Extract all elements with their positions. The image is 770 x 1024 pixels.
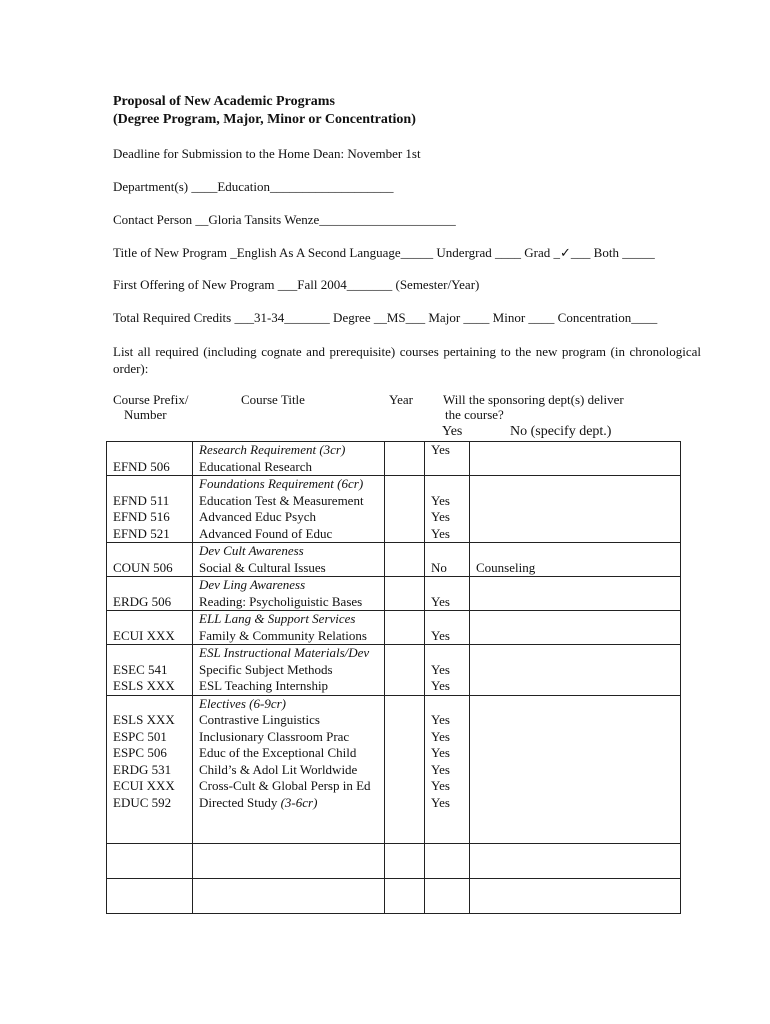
program-title-text: Title of New Program _English As A Second Language_____ Undergrad ____ Grad _ (113, 245, 561, 260)
blank-row (107, 843, 681, 878)
table-row (107, 577, 681, 611)
year-cell (385, 611, 425, 645)
year-cell (385, 645, 425, 696)
course-title: Child’s & Adol Lit Worldwide (199, 761, 358, 777)
prefix-cell (107, 442, 193, 476)
year-cell (385, 543, 425, 577)
course-title: ESL Teaching Internship (199, 678, 329, 693)
list-instruction: List all required (including cognate and prerequisite) courses pertaining to the new program (in chronological order): (113, 344, 701, 376)
course-title: Educ of the Exceptional Child (199, 745, 357, 760)
course-title: Inclusionary Classroom Prac (199, 728, 350, 744)
yes-cell: Yes (425, 442, 470, 476)
department-line: Department(s) ____Education___________________ (113, 179, 394, 194)
section-heading: Dev Ling Awareness (199, 577, 306, 592)
course-prefix: EDUC 592 (113, 794, 172, 810)
header-yes: Yes (442, 424, 463, 439)
course-prefix: ESLS XXX (113, 712, 175, 727)
year-cell (385, 695, 425, 843)
contact-line: Contact Person __Gloria Tansits Wenze_____________________ (113, 212, 456, 227)
header-prefix: Course Prefix/ (113, 392, 189, 407)
yes-cell: Yes (425, 577, 470, 611)
title-cell (193, 577, 385, 611)
table-row (107, 442, 681, 476)
prefix-cell (107, 577, 193, 611)
table-row (107, 476, 681, 543)
course-prefix: ECUI XXX (113, 778, 175, 793)
no-cell (470, 442, 681, 476)
prefix-cell (107, 695, 193, 843)
yes-cell: Yes (425, 611, 470, 645)
course-title: Social & Cultural Issues (199, 559, 326, 575)
course-prefix: EFND 521 (113, 525, 170, 541)
course-prefix: COUN 506 (113, 559, 173, 575)
no-cell (470, 476, 681, 543)
header-number: Number (124, 407, 167, 422)
course-title: Contrastive Linguistics (199, 712, 320, 727)
title-cell (193, 476, 385, 543)
course-title: Advanced Educ Psych (199, 509, 316, 524)
header-year: Year (389, 392, 413, 407)
table-row (107, 611, 681, 645)
course-prefix: ECUI XXX (113, 627, 175, 643)
yes-cell: No (425, 543, 470, 577)
section-heading: ESL Instructional Materials/Dev (199, 645, 370, 660)
first-offering-line: First Offering of New Program ___Fall 2004_______ (Semester/Year) (113, 277, 480, 292)
course-title: Reading: Psycholiguistic Bases (199, 593, 363, 609)
checkmark-icon: ✓ (560, 246, 571, 261)
header-deliver: Will the sponsoring dept(s) deliver (443, 392, 624, 407)
prefix-cell (107, 611, 193, 645)
course-title: Specific Subject Methods (199, 661, 333, 677)
prefix-cell (107, 645, 193, 696)
yes-cell: Yes Yes Yes (425, 476, 470, 543)
section-heading: Dev Cult Awareness (199, 543, 304, 558)
table-row (107, 543, 681, 577)
course-prefix: ESEC 541 (113, 661, 168, 677)
header-no: No (specify dept.) (510, 424, 612, 439)
blank-row (107, 878, 681, 913)
table-row (107, 645, 681, 696)
section-heading: Electives (6-9cr) (199, 695, 286, 711)
section-heading: Research Requirement (3cr) (199, 442, 346, 457)
course-prefix: EFND 511 (113, 492, 170, 508)
prefix-cell (107, 543, 193, 577)
course-title: Cross-Cult & Global Persp in Ed (199, 778, 371, 793)
no-cell (470, 695, 681, 843)
table-row (107, 695, 681, 843)
course-prefix: EFND 506 (113, 458, 170, 474)
course-prefix: ESLS XXX (113, 678, 175, 693)
course-title: Education Test & Measurement (199, 492, 364, 508)
course-title-directed-study: Directed Study (3-6cr) (199, 794, 318, 810)
page-subtitle: (Degree Program, Major, Minor or Concentration) (113, 112, 416, 127)
no-cell (470, 645, 681, 696)
program-title-line (113, 245, 655, 261)
course-prefix: ERDG 531 (113, 761, 172, 777)
credit-note: (3-6cr) (280, 794, 318, 810)
title-cell (193, 543, 385, 577)
title-cell (193, 442, 385, 476)
yes-cell: Yes Yes Yes Yes Yes Yes (425, 695, 470, 843)
header-deliver-2: the course? (445, 407, 504, 422)
no-cell (470, 543, 681, 577)
section-heading: ELL Lang & Support Services (199, 611, 356, 626)
course-title: Advanced Found of Educ (199, 525, 333, 541)
page-title: Proposal of New Academic Programs (113, 94, 335, 109)
course-prefix: ESPC 501 (113, 728, 167, 744)
course-prefix: ESPC 506 (113, 745, 167, 760)
section-heading: Foundations Requirement (6cr) (199, 476, 364, 491)
delivering-dept: Counseling (476, 559, 536, 575)
yes-cell: Yes Yes (425, 645, 470, 696)
header-course-title: Course Title (241, 392, 305, 407)
credits-line: Total Required Credits ___31-34_______ Degree __MS___ Major ____ Minor ____ Concentration____ (113, 310, 658, 325)
title-cell (193, 611, 385, 645)
year-cell (385, 577, 425, 611)
course-prefix: EFND 516 (113, 509, 170, 524)
course-prefix: ERDG 506 (113, 593, 172, 609)
title-cell (193, 695, 385, 843)
course-title: Family & Community Relations (199, 627, 367, 643)
course-title: Educational Research (199, 458, 312, 474)
no-cell (470, 577, 681, 611)
prefix-cell (107, 476, 193, 543)
program-title-text-end: ___ Both _____ (570, 245, 655, 260)
course-table (106, 441, 681, 914)
deadline-line: Deadline for Submission to the Home Dean: November 1st (113, 146, 421, 161)
year-cell (385, 476, 425, 543)
year-cell (385, 442, 425, 476)
no-cell (470, 611, 681, 645)
title-cell (193, 645, 385, 696)
